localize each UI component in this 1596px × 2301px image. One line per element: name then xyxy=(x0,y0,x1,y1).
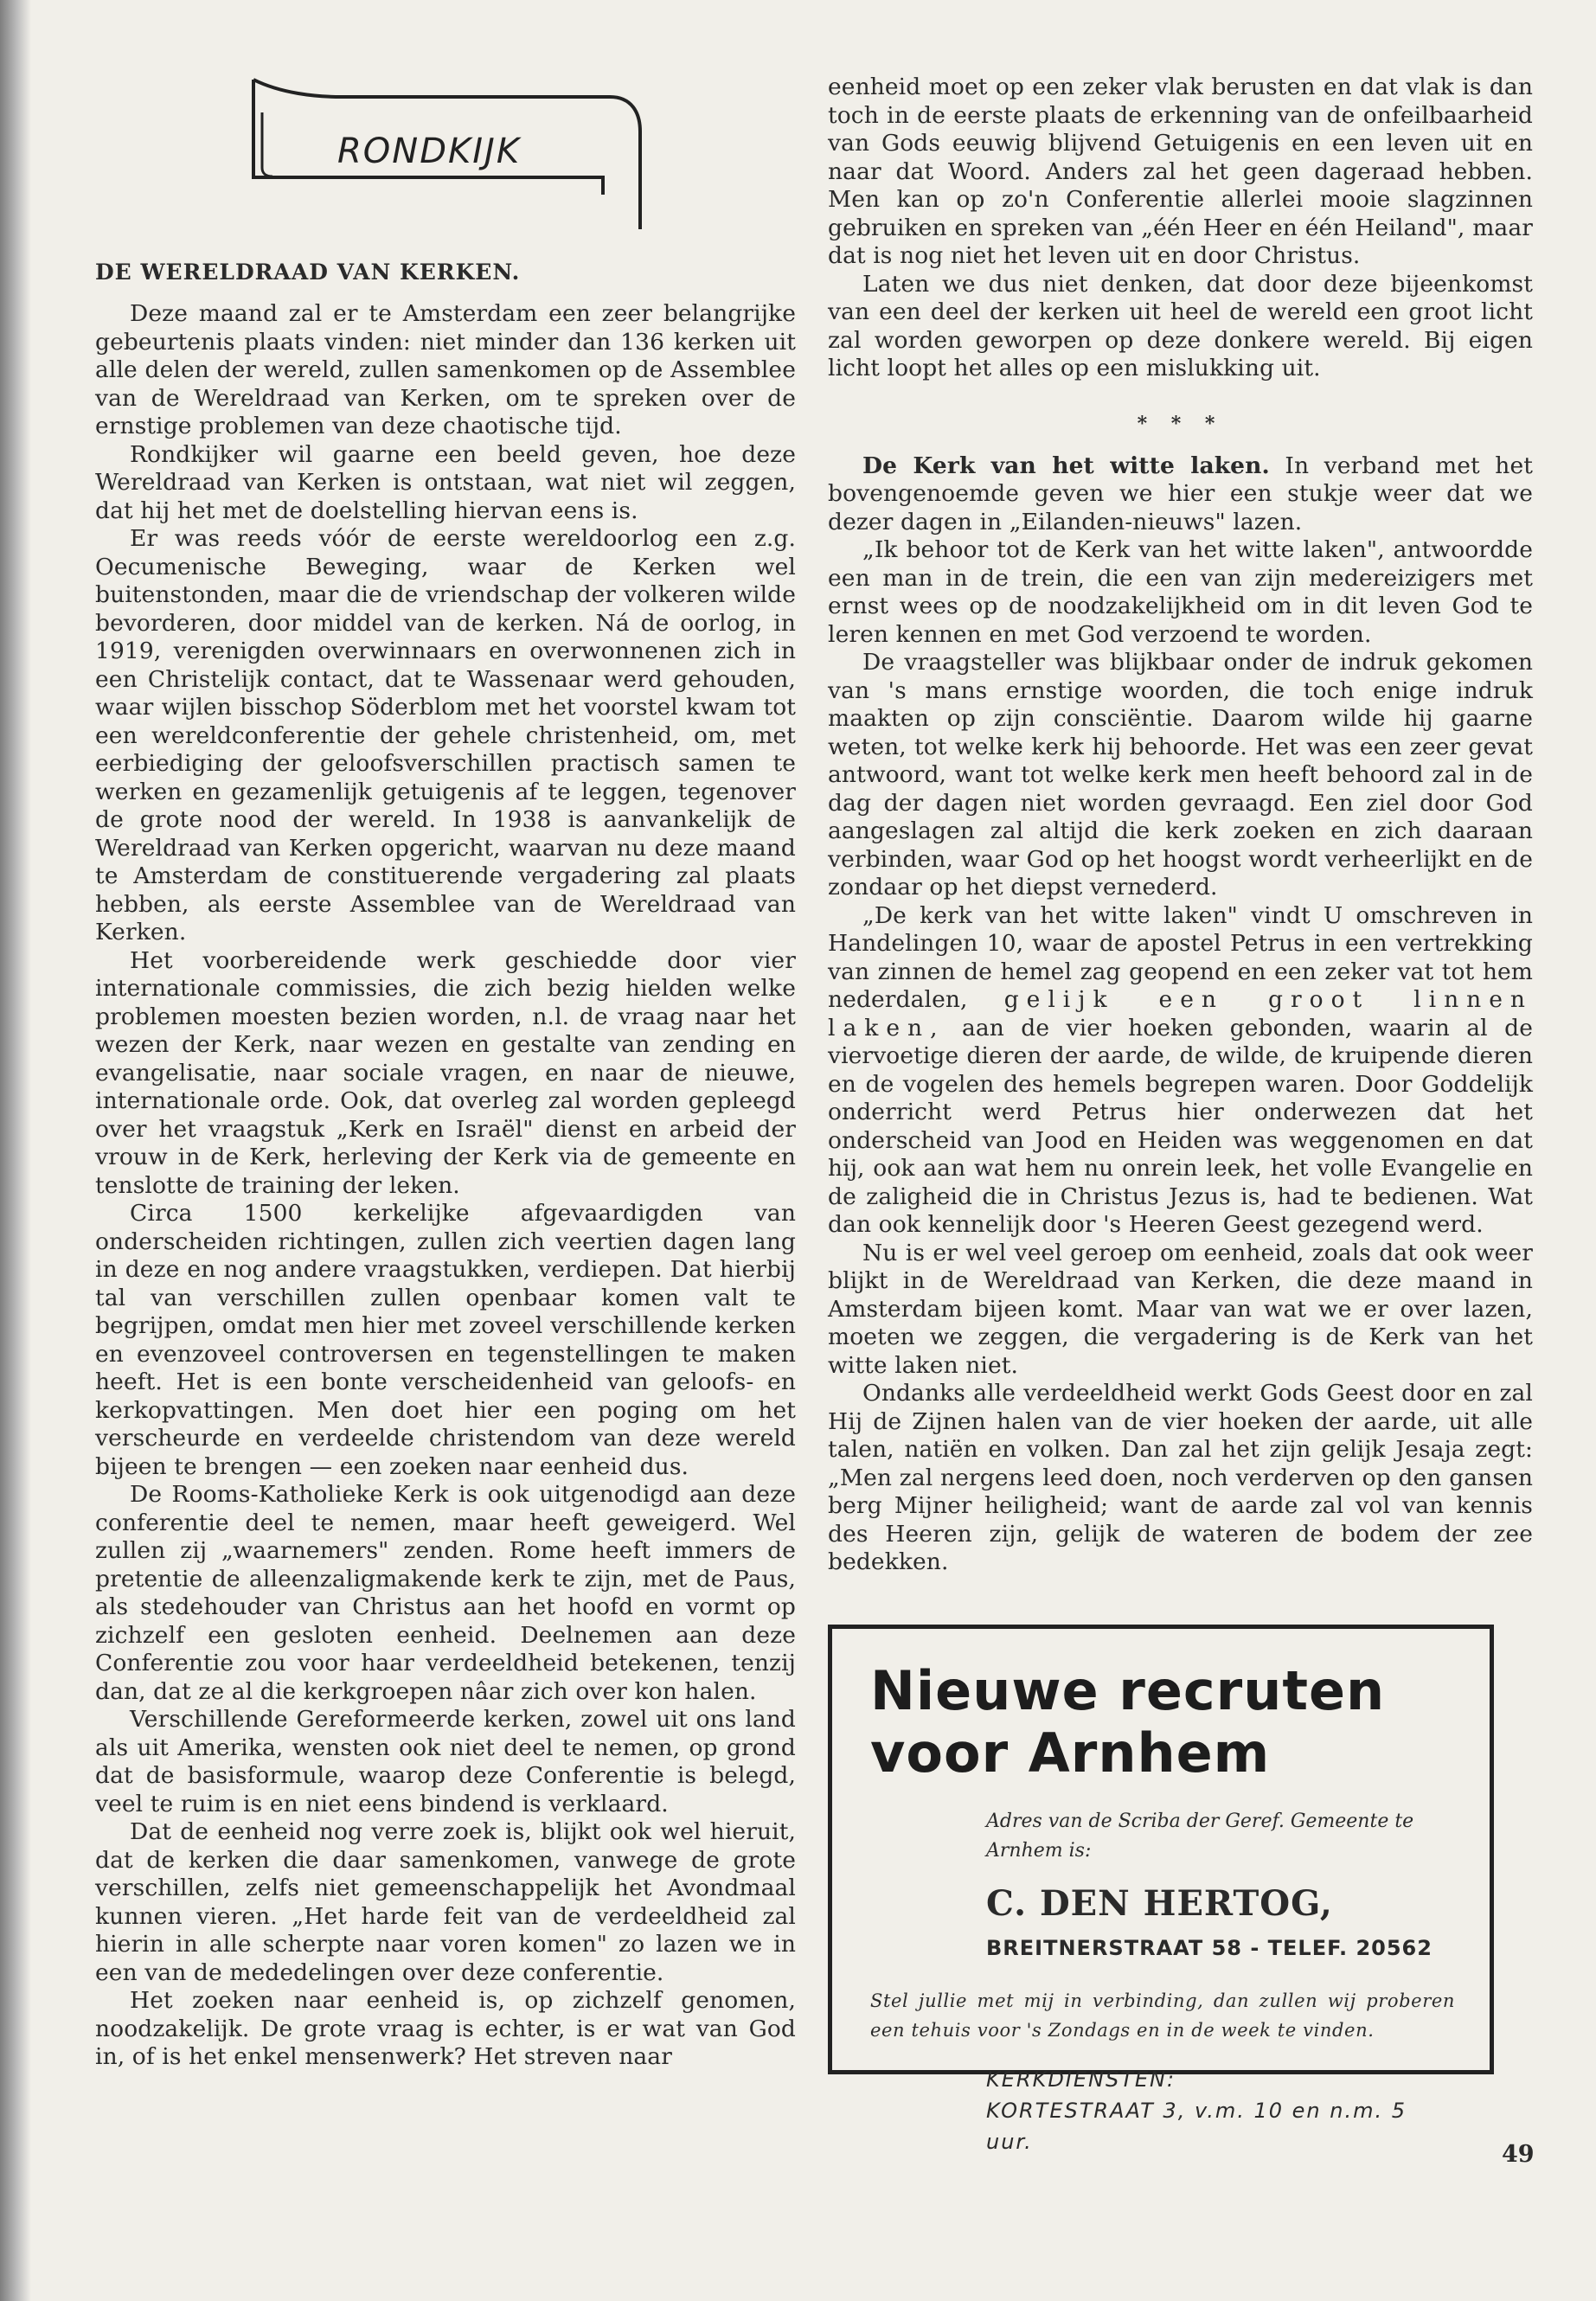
paragraph: Er was reeds vóór de eerste wereldoorlog een z.g. Oecumenische Beweging, waar de Kerken wel buitenstonden, maar die de vriendschap der volkeren wilde bevorderen, door middel van de kerken. Ná de oorlog, in 1919, verenigden overwinnaars en overwonnenen zich in een Christelijk contact, dat te Wassenaar werd gehouden, waar wijlen bisschop Söderblom met het voorstel kwam tot een wereldconferentie der gehele christenheid, om, met eerbiediging der geloofsverschillen practisch samen te werken en gezamenlijk getuigenis af te leggen, tegenover de grote nood der wereld. In 1938 is aanvankelijk de Wereldraad van Kerken opgericht, waarvan nu deze maand te Amsterdam de constituerende vergadering zal plaats hebben, als eerste Assemblee van de Wereldraad van Kerken. xyxy=(95,525,796,945)
services-label: KERKDIENSTEN: xyxy=(986,2067,1176,2092)
paragraph: Verschillende Gereformeerde kerken, zowel uit ons land als uit Amerika, wensten ook niet deel te nemen, op grond dat de basisformule, waarop deze Conferentie is belegd, veel te ruim is en niet eens bindend is verklaard. xyxy=(95,1706,796,1817)
section-intro: In verband met het bovengenoemde geven we hier een stukje weer dat we dezer dagen in „Eilanden-nieuws" lazen. xyxy=(828,452,1534,535)
right-column xyxy=(828,74,1533,1577)
section-title: De Kerk van het witte laken. xyxy=(862,452,1270,479)
left-column xyxy=(95,260,796,2072)
paragraph xyxy=(828,902,1533,1240)
paragraph: Ondanks alle verdeeldheid werkt Gods Geest door en zal Hij de Zijnen halen van de vier hoeken der aarde, uit alle talen, natiën en volken. Dan zal het zijn gelijk Jesaja zegt: „Men zal nergens leed doen, noch verderven op den gansen berg Mijner heiligheid; want de aarde zal vol van kennis des Heeren zijn, gelijk de wateren de bodem der zee bedekken. xyxy=(828,1380,1533,1575)
paragraph: Laten we dus niet denken, dat door deze bijeenkomst van een deel der kerken uit heel de wereld een groot licht zal worden geworpen op deze donkere wereld. Bij eigen licht loopt het alles op een mislukking uit. xyxy=(828,270,1533,381)
paragraph-part: aan de vier hoeken gebonden, waarin al de viervoetige dieren der aarde, de wilde, de kruipende dieren en de vogelen des hemels begrepen waren. Door Goddelijk onderricht werd Petrus hier onderwezen dat het onderscheid van Jood en Heiden was weggenomen en dat hij, ook aan wat hem nu onrein leek, het volle Evangelie en de zaligheid die in Christus Jezus is, had te bedienen. Wat dan ook kennelijk door 's Heeren Geest gezegend werd. xyxy=(828,1014,1533,1238)
announcement-subtitle: Adres van de Scriba der Geref. Gemeente te Arnhem is: xyxy=(986,1811,1414,1862)
section-banner xyxy=(247,78,653,229)
paragraph xyxy=(828,452,1533,537)
paragraph: De vraagsteller was blijkbaar onder de indruk gekomen van 's mans ernstige woorden, die toch enige indruk maakten op zijn consciëntie. Daarom wilde hij gaarne weten, tot welke kerk hij behoorde. Het was een zeer gevat antwoord, want tot welke kerk men heeft behoord zal in de dag der dagen niet worden gevraagd. Een ziel door God aangeslagen zal altijd die kerk zoeken en zich daaraan verbinden, waar God op het hoogst wordt verheerlijkt en de zondaar op het diepst vernederd. xyxy=(828,649,1533,901)
paragraph: Het zoeken naar eenheid is, op zichzelf genomen, noodzakelijk. De grote vraag is echter, is er wat van God in, of is het enkel mensenwerk? Het streven naar xyxy=(95,1987,796,2070)
paragraph: eenheid moet op een zeker vlak berusten en dat vlak is dan toch in de eerste plaats de erkenning van de onfeilbaarheid van Gods eeuwig blijvend Getuigenis en een leven uit en naar dat Woord. Anders zal het geen dageraad hebben. Men kan op zo'n Conferentie allerlei mooie slagzinnen gebruiken en spreken van „één Heer en één Heiland", maar dat is nog niet het leven uit en door Christus. xyxy=(828,74,1533,269)
paragraph: „Ik behoor tot de Kerk van het witte laken", antwoordde een man in de trein, die een van zijn medereizigers met ernst wees op de noodzakelijkheid om in dit leven God te leren kennen en met God verzoend te worden. xyxy=(828,536,1533,648)
paragraph: Rondkijker wil gaarne een beeld geven, hoe deze Wereldraad van Kerken is ontstaan, wat niet wil zeggen, dat hij het met de doelstelling hiervan eens is. xyxy=(95,440,796,524)
contact-address: BREITNERSTRAAT 58 - TELEF. 20562 xyxy=(986,1936,1433,1960)
banner-title: RONDKIJK xyxy=(337,131,522,171)
paragraph: Deze maand zal er te Amsterdam een zeer belangrijke gebeurtenis plaats vinden: niet minder dan 136 kerken uit alle delen der wereld, zullen samenkomen op de Assemblee van de Wereldraad van Kerken, om te spreken over de ernstige problemen van deze chaotische tijd. xyxy=(95,300,796,439)
announcement-text: Stel jullie met mij in verbinding, dan zullen wij proberen een tehuis voor 's Zondags en in de week te vinden. xyxy=(870,1990,1455,2041)
page-spine-shadow xyxy=(0,0,31,2301)
paragraph: Het voorbereidende werk geschiedde door vier internationale commissies, die zich bezig hielden welke problemen moesten bezien worden, n.l. de vraag naar het wezen der Kerk, naar wezen en gestalte van zending en evangelisatie, naar sociale vragen, en naar de nieuwe, internationale orde. Ook, dat overleg zal worden gepleegd over het vraagstuk „Kerk en Israël" dienst en arbeid der vrouw in de Kerk, herleving der Kerk via de gemeente en tenslotte de training der leken. xyxy=(95,946,796,1199)
announcement-box xyxy=(828,1625,1494,2154)
paragraph-part: „De kerk van het witte laken" vindt U omschreven in Handelingen 10, waar de apostel Petrus in een vertrekking van zinnen de hemel zag geopend en een zeker vat tot hem nederdalen, xyxy=(828,901,1533,1013)
paragraph: Nu is er wel veel geroep om eenheid, zoals dat ook weer blijkt in de Wereldraad van Kerken, die deze maand in Amsterdam bijeen komt. Maar van wat we er over lazen, moeten we zeggen, die vergadering is de Kerk van het witte laken niet. xyxy=(828,1239,1533,1379)
paragraph: De Rooms-Katholieke Kerk is ook uitgenodigd aan deze conferentie deel te nemen, maar heeft geweigerd. Wel zullen zij „waarnemers" zenden. Rome heeft immers de pretentie de alleenzaligmakende kerk te zijn, met de Paus, als stedehouder van Christus aan het hoofd en vormt op zichzelf een gesloten eenheid. Deelnemen aan deze Conferentie zou voor haar verdeeldheid betekenen, tenzij dan, dat ze al die kerkgroepen nâar zich over kon halen. xyxy=(95,1481,796,1705)
announcement-title-line: voor Arnhem xyxy=(870,1721,1271,1785)
article-heading: DE WERELDRAAD VAN KERKEN. xyxy=(95,260,521,285)
contact-name: C. DEN HERTOG, xyxy=(986,1883,1333,1924)
emphasis-spaced: gelijk een groot linnen laken, xyxy=(828,986,1533,1042)
services-line: KORTESTRAAT 3, v.m. 10 en n.m. 5 uur. xyxy=(986,2099,1407,2154)
announcement-title-line: Nieuwe recruten xyxy=(870,1659,1386,1722)
paragraph: Circa 1500 kerkelijke afgevaardigden van onderscheiden richtingen, zullen zich veertien dagen lang in deze en nog andere vraagstukken, verdiepen. Dat hierbij tal van verschillen zullen openbaar komen valt te begrijpen, omdat men hier met zoveel verschillende kerken en evenzoveel controversen en tegenstellingen te maken heeft. Het is een bonte verscheidenheid van geloofs- en kerkopvattingen. Men doet hier een poging om het verscheurde en verdeelde christendom van deze wereld bijeen te brengen — een zoeken naar eenheid dus. xyxy=(95,1200,796,1480)
paragraph: Dat de eenheid nog verre zoek is, blijkt ook wel hieruit, dat de kerken die daar samenkomen, vanwege de grote verschillen, zelfs niet gemeenschappelijk het Avondmaal kunnen vieren. „Het harde feit van de verdeeldheid zal hierin in alle scherpte naar voren komen" zo lazen we in een van de mededelingen over deze conferentie. xyxy=(95,1818,796,1986)
section-divider: * * * xyxy=(1137,412,1224,435)
page-number: 49 xyxy=(1502,2141,1535,2168)
announcement-title xyxy=(870,1660,1455,1785)
